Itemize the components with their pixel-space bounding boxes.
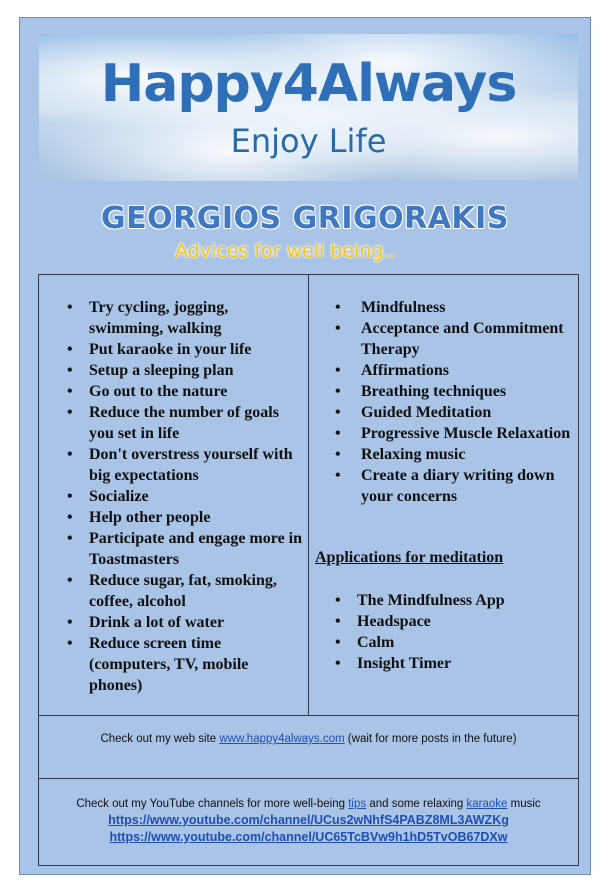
bullet-icon: • <box>67 530 73 547</box>
youtube-middle: and some relaxing <box>366 798 467 810</box>
list-item: • Headspace <box>335 613 431 630</box>
karaoke-link[interactable]: karaoke <box>466 798 508 810</box>
website-prefix: Check out my web site <box>100 733 220 745</box>
list-item: • Mindfulness <box>335 299 446 316</box>
list-item: • Reduce the number of goals you set in life <box>67 404 279 442</box>
bullet-icon: • <box>335 299 341 316</box>
bullet-icon: • <box>335 655 341 672</box>
bullet-icon: • <box>67 488 73 505</box>
bullet-icon: • <box>67 635 73 652</box>
bullet-icon: • <box>67 509 73 526</box>
apps-list <box>335 590 572 674</box>
list-item: • Go out to the nature <box>67 383 228 400</box>
list-item: • Relaxing music <box>335 446 466 463</box>
bullet-icon: • <box>67 572 73 589</box>
bullet-icon: • <box>67 446 73 463</box>
list-item: • Calm <box>335 634 395 651</box>
bullet-icon: • <box>335 404 341 421</box>
advice-list <box>67 297 304 696</box>
bullet-icon: • <box>67 614 73 631</box>
website-row <box>39 715 578 778</box>
list-item: • Reduce screen time (computers, TV, mobile phones) <box>67 635 249 694</box>
list-item: • Reduce sugar, fat, smoking, coffee, alcohol <box>67 572 277 610</box>
author-name: GEORGIOS GRIGORAKIS <box>101 201 509 236</box>
header-banner <box>39 34 578 181</box>
list-item: • Insight Timer <box>335 655 452 672</box>
list-item: • Participate and engage more in Toastmasters <box>67 530 303 568</box>
bullet-icon: • <box>67 404 73 421</box>
tips-link[interactable]: tips <box>348 798 367 810</box>
list-item: • Put karaoke in your life <box>67 341 252 358</box>
youtube-intro <box>39 798 578 810</box>
list-item: • The Mindfulness App <box>335 592 505 609</box>
tagline: Advices for well being.. <box>175 240 396 262</box>
list-item: • Guided Meditation <box>335 404 492 421</box>
list-item: • Drink a lot of water <box>67 614 225 631</box>
youtube-suffix: music <box>507 798 541 810</box>
bullet-icon: • <box>67 341 73 358</box>
bullet-icon: • <box>335 383 341 400</box>
bullet-icon: • <box>335 613 341 630</box>
bullet-icon: • <box>335 446 341 463</box>
list-item: • Affirmations <box>335 362 449 379</box>
technique-list <box>335 297 572 507</box>
bullet-icon: • <box>335 467 341 484</box>
apps-heading: Applications for meditation <box>315 549 504 566</box>
youtube-row <box>39 778 578 865</box>
content-table <box>38 274 579 866</box>
list-item: • Try cycling, jogging, swimming, walking <box>67 299 229 337</box>
list-item: • Create a diary writing down your concerns <box>335 467 555 505</box>
bullet-icon: • <box>335 634 341 651</box>
list-item: • Socialize <box>67 488 149 505</box>
list-item: • Breathing techniques <box>335 383 507 400</box>
banner-title: Happy4Always <box>100 54 517 114</box>
bullet-icon: • <box>67 362 73 379</box>
list-item: • Don't overstress yourself with big expectations <box>67 446 293 484</box>
youtube-channel-link-1[interactable]: https://www.youtube.com/channel/UCus2wNhfS4PABZ8ML3AWZKg <box>108 813 509 827</box>
bullet-icon: • <box>335 320 341 337</box>
flyer-page <box>19 17 591 875</box>
bullet-icon: • <box>67 383 73 400</box>
youtube-prefix: Check out my YouTube channels for more well-being <box>76 798 349 810</box>
left-cell <box>39 275 309 715</box>
list-item: • Progressive Muscle Relaxation <box>335 425 571 442</box>
bullet-icon: • <box>335 425 341 442</box>
banner-subtitle: Enjoy Life <box>230 122 387 160</box>
bullet-icon: • <box>67 299 73 316</box>
website-suffix: (wait for more posts in the future) <box>344 733 517 745</box>
bullet-icon: • <box>335 362 341 379</box>
youtube-channel-link-2[interactable]: https://www.youtube.com/channel/UC65TcBVw9h1hD5TvOB67DXw <box>109 830 508 844</box>
right-cell <box>309 275 578 715</box>
list-item: • Acceptance and Commitment Therapy <box>335 320 564 358</box>
list-item: • Help other people <box>67 509 211 526</box>
website-link[interactable]: www.happy4always.com <box>219 733 345 745</box>
list-item: • Setup a sleeping plan <box>67 362 234 379</box>
bullet-icon: • <box>335 592 341 609</box>
